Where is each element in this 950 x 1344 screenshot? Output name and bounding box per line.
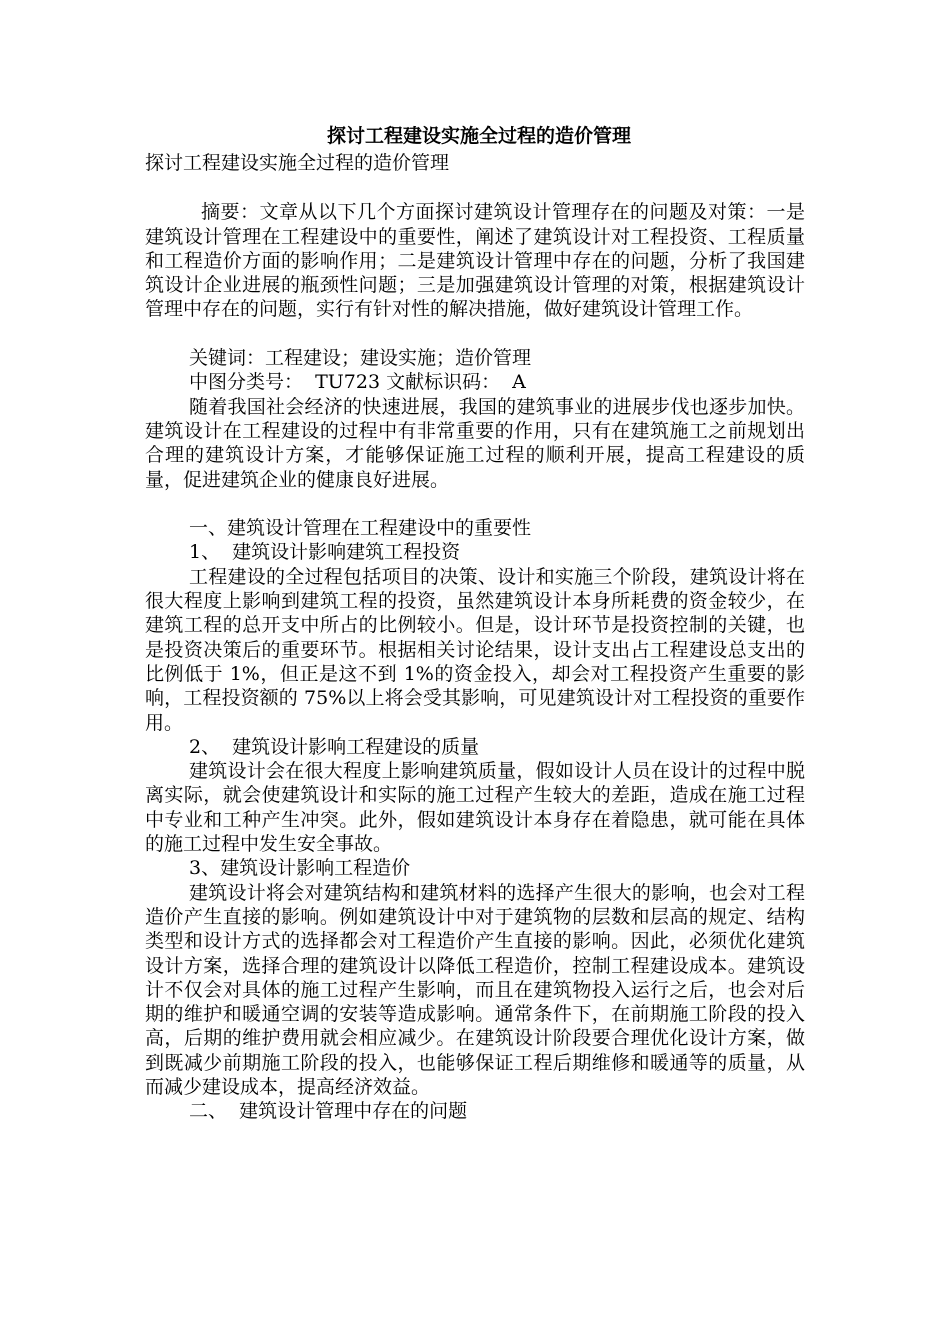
spacer [145,492,805,516]
spacer [145,176,805,200]
intro-paragraph: 随着我国社会经济的快速进展，我国的建筑事业的进展步伐也逐步加快。建筑设计在工程建设的过程中有非常重要的作用，只有在建筑施工之前规划出合理的建筑设计方案，才能够保证施工过程的顺利开展，提高工程建设的质量，促进建筑企业的健康良好进展。 [145,395,805,491]
subsection-1-3-paragraph: 建筑设计将会对建筑结构和建筑材料的选择产生很大的影响，也会对工程造价产生直接的影响。例如建筑设计中对于建筑物的层数和层高的规定、结构类型和设计方式的选择都会对工程造价产生直接的影响。因此，必须优化建筑设计方案，选择合理的建筑设计以降低工程造价，控制工程建设成本。建筑设计不仅会对具体的施工过程产生影响，而且在建筑物投入运行之后，也会对后期的维护和暖通空调的安装等造成影响。通常条件下，在前期施工阶段的投入高，后期的维护费用就会相应减少。在建筑设计阶段要合理优化设计方案，做到既减少前期施工阶段的投入，也能够保证工程后期维修和暖通等的质量，从而减少建设成本，提高经济效益。 [145,881,805,1098]
section-1-heading: 一、建筑设计管理在工程建设中的重要性 [189,517,532,540]
subsection-1-1-paragraph: 工程建设的全过程包括项目的决策、设计和实施三个阶段，建筑设计将在很大程度上影响到建筑工程的投资，虽然建筑设计本身所耗费的资金较少，在建筑工程的总开支中所占的比例较小。但是，设计环节是投资控制的关键，也是投资决策后的重要环节。根据相关讨论结果，设计支出占工程建设总支出的比例低于 1%，但正是这不到 1%的资金投入，却会对工程投资产生重要的影响，工程投资额的 75%以上将会受其影响，可见建筑设计对工程投资的重要作用。 [145,565,805,734]
subsection-1-2-paragraph: 建筑设计会在很大程度上影响建筑质量，假如设计人员在设计的过程中脱离实际，就会使建筑设计和实际的施工过程产生较大的差距，造成在施工过程中专业和工种产生冲突。此外，假如建筑设计本身存在着隐患，就可能在具体的施工过程中发生安全事故。 [145,760,805,856]
classification-line: 中图分类号： TU723 文献标识码： A [189,371,526,394]
document-subtitle: 探讨工程建设实施全过程的造价管理 [145,152,450,174]
document-title: 探讨工程建设实施全过程的造价管理 [326,125,631,147]
subsection-1-1-heading: 1、 建筑设计影响建筑工程投资 [189,541,461,564]
section-2-heading: 二、 建筑设计管理中存在的问题 [189,1100,468,1123]
subsection-1-3-heading: 3、建筑设计影响工程造价 [189,857,411,880]
keywords-line: 关键词：工程建设；建设实施；造价管理 [189,347,532,370]
spacer [145,322,805,346]
document-page [145,122,805,1124]
abstract-paragraph: 摘要：文章从以下几个方面探讨建筑设计管理存在的问题及对策：一是建筑设计管理在工程建设中的重要性，阐述了建筑设计对工程投资、工程质量和工程造价方面的影响作用；二是建筑设计管理中存在的问题，分析了我国建筑设计企业进展的瓶颈性问题；三是加强建筑设计管理的对策，根据建筑设计管理中存在的问题，实行有针对性的解决措施，做好建筑设计管理工作。 [145,201,805,321]
subsection-1-2-heading: 2、 建筑设计影响工程建设的质量 [189,735,480,758]
